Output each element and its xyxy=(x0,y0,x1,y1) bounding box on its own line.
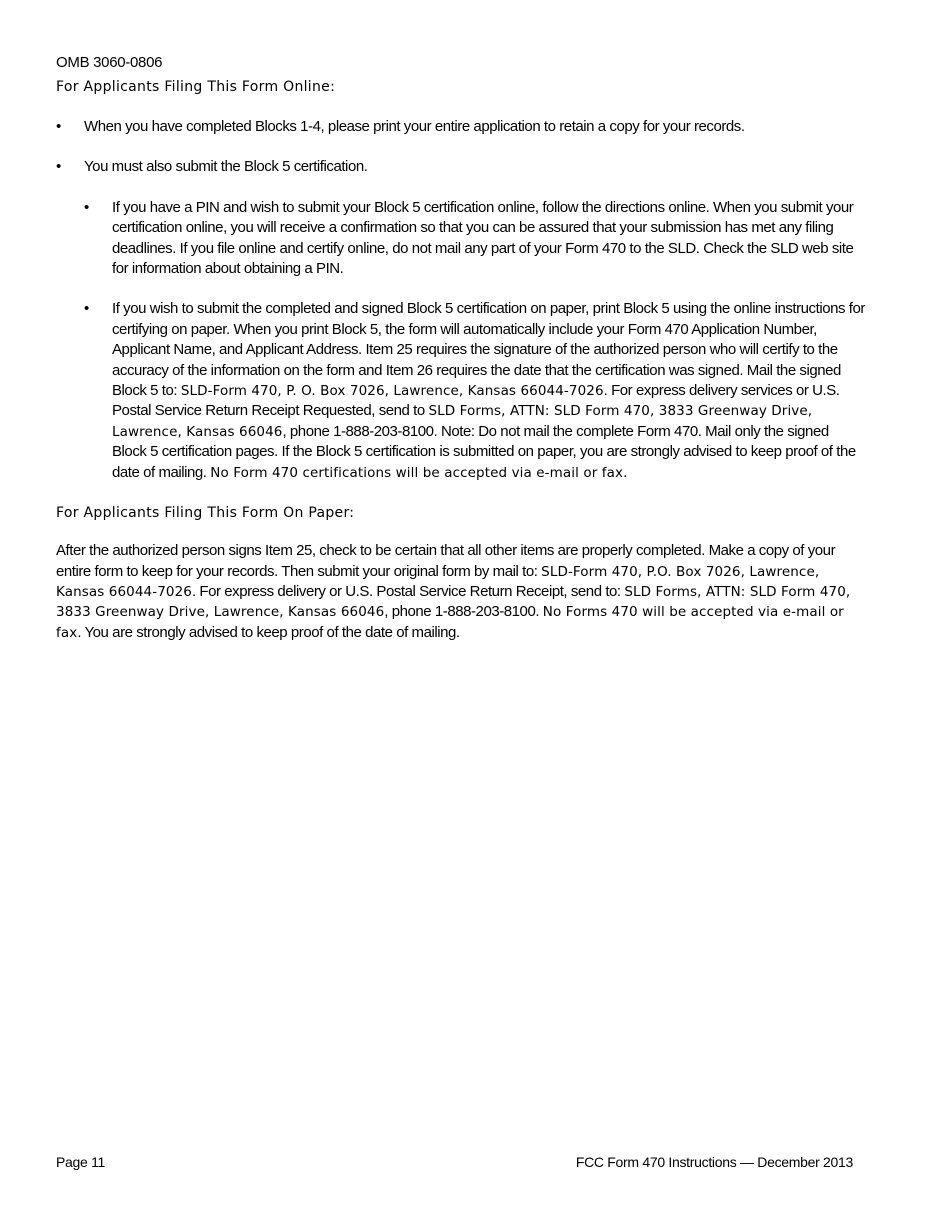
paper-text: , phone 1-888-203-8100. xyxy=(384,603,543,621)
online-heading: For Applicants Filing This Form Online: xyxy=(56,79,336,95)
bullet-icon: • xyxy=(84,198,89,216)
bullet-text: You must also submit the Block 5 certification. xyxy=(84,158,368,176)
paper-text: . For express delivery or U.S. Postal Service Return Receipt, send to: xyxy=(191,582,625,600)
certification-sub-list xyxy=(84,198,866,483)
page-number: Page 11 xyxy=(56,1154,106,1170)
sub-bullet-text: If you have a PIN and wish to submit your Block 5 certification online, follow the directions online. When you submit your certification online, you will receive a confirmation so that you can be assured that your submission has met any filing deadlines. If you file online and certify online, do not mail any part of your Form 470 to the SLD. Check the SLD web site for information about obtaining a PIN. xyxy=(112,198,854,278)
express-address: SLD Forms, ATTN: SLD Form 470, 3833 Greenway Drive, Lawrence, Kansas 66046 xyxy=(56,583,851,621)
bullet-icon: • xyxy=(56,118,61,135)
sub-bullet-text: . For express delivery services or U.S. Postal Service Return Receipt Requested, send to xyxy=(112,382,840,420)
sub-bullet-text: , phone 1-888-203-8100. Note: Do not mail the complete Form 470. Mail only the signed Block 5 certification pages. If the Block 5 certification is submitted on paper, you are strongly advised to keep proof of the date of mailing. xyxy=(112,422,856,481)
paper-heading: For Applicants Filing This Form On Paper: xyxy=(56,505,355,522)
paper-text: . You are strongly advised to keep proof of the date of mailing. xyxy=(77,623,460,641)
bullet-icon: • xyxy=(84,300,89,318)
sub-bullet-text: If you wish to submit the completed and signed Block 5 certification on paper, print Block 5 using the online instructions for certifying on paper. When you print Block 5, the form will automatically include your Form 470 Application Number, Applicant Name, and Applicant Address. Item 25 requires the signature of the authorized person who will certify to the accuracy of the information on the form and Item 26 requires the date that the certification was signed. Mail the signed Block 5 to: xyxy=(112,300,865,400)
bullet-text: When you have completed Blocks 1-4, please print your entire application to retain a copy for your records. xyxy=(84,118,745,135)
list-item xyxy=(84,299,866,483)
online-bullet-list xyxy=(56,117,866,178)
list-item xyxy=(56,157,866,177)
no-email-notice: No Forms 470 will be accepted via e-mail or fax xyxy=(56,604,844,641)
list-item xyxy=(56,117,866,137)
express-address: SLD Forms, ATTN: SLD Form 470, 3833 Greenway Drive, Lawrence, Kansas 66046 xyxy=(112,403,813,440)
paper-text: After the authorized person signs Item 25, check to be certain that all other items are properly completed. Make a copy of your entire form to keep for your records. Then submit your original form by mail to: xyxy=(56,542,836,580)
omb-number: OMB 3060-0806 xyxy=(56,54,163,71)
no-email-notice: No Form 470 certifications will be accepted via e-mail or fax. xyxy=(210,464,628,481)
mailing-address: SLD-Form 470, P. O. Box 7026, Lawrence, Kansas 66044-7026 xyxy=(180,383,604,400)
footer-title: FCC Form 470 Instructions — December 2013 xyxy=(575,1154,853,1170)
list-item xyxy=(84,198,866,280)
document-page xyxy=(56,54,866,643)
mailing-address: SLD-Form 470, P.O. Box 7026, Lawrence, Kansas 66044-7026 xyxy=(56,563,820,600)
paper-instructions xyxy=(56,541,866,643)
bullet-icon: • xyxy=(56,158,61,176)
